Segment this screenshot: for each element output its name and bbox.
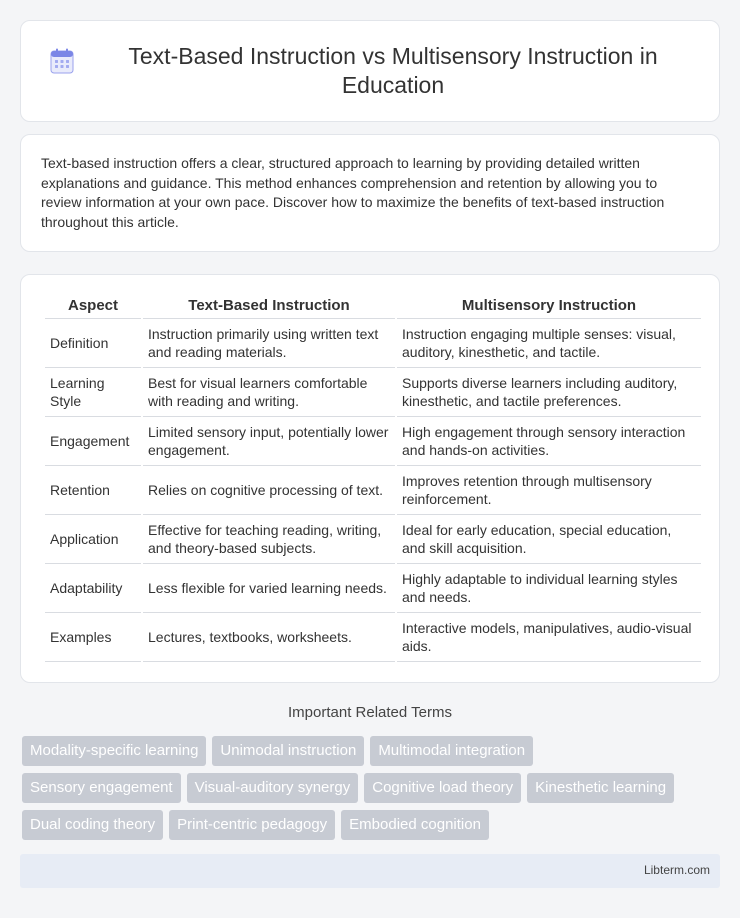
header-card xyxy=(20,20,720,122)
chip-row xyxy=(22,736,722,766)
table-header-row xyxy=(45,293,701,319)
table-row xyxy=(45,613,701,662)
comparison-table-card xyxy=(20,274,720,683)
related-terms xyxy=(22,736,722,847)
table-row xyxy=(45,466,701,515)
aspect-cell: Application xyxy=(45,515,141,564)
table-row xyxy=(45,515,701,564)
text-based-cell: Limited sensory input, potentially lower engagement. xyxy=(143,417,395,466)
page-title: Text-Based Instruction vs Multisensory Instruction in Education xyxy=(128,43,658,98)
comparison-table xyxy=(43,293,703,662)
multisensory-cell: Interactive models, manipulatives, audio-visual aids. xyxy=(397,613,701,662)
table-row xyxy=(45,417,701,466)
term-chip[interactable]: Cognitive load theory xyxy=(364,773,521,803)
term-chip[interactable]: Kinesthetic learning xyxy=(527,773,674,803)
text-based-cell: Less flexible for varied learning needs. xyxy=(143,564,395,613)
text-based-cell: Relies on cognitive processing of text. xyxy=(143,466,395,515)
term-chip[interactable]: Embodied cognition xyxy=(341,810,489,840)
aspect-cell: Engagement xyxy=(45,417,141,466)
multisensory-cell: High engagement through sensory interaction and hands-on activities. xyxy=(397,417,701,466)
site-link[interactable]: Libterm.com xyxy=(643,863,710,877)
aspect-cell: Examples xyxy=(45,613,141,662)
text-based-cell: Instruction primarily using written text and reading materials. xyxy=(143,319,395,368)
term-chip[interactable]: Multimodal integration xyxy=(370,736,533,766)
footer xyxy=(20,854,720,888)
chip-row xyxy=(22,810,722,840)
term-chip[interactable]: Dual coding theory xyxy=(22,810,163,840)
term-chip[interactable]: Unimodal instruction xyxy=(212,736,364,766)
multisensory-cell: Instruction engaging multiple senses: visual, auditory, kinesthetic, and tactile. xyxy=(397,319,701,368)
calendar-icon xyxy=(50,48,74,74)
multisensory-cell: Supports diverse learners including auditory, kinesthetic, and tactile preferences. xyxy=(397,368,701,417)
table-row xyxy=(45,319,701,368)
aspect-cell: Adaptability xyxy=(45,564,141,613)
term-chip[interactable]: Print-centric pedagogy xyxy=(169,810,335,840)
header-text-based: Text-Based Instruction xyxy=(143,293,395,319)
text-based-cell: Lectures, textbooks, worksheets. xyxy=(143,613,395,662)
header-multisensory: Multisensory Instruction xyxy=(397,293,701,319)
multisensory-cell: Highly adaptable to individual learning styles and needs. xyxy=(397,564,701,613)
term-chip[interactable]: Sensory engagement xyxy=(22,773,181,803)
intro-card xyxy=(20,134,720,252)
text-based-cell: Best for visual learners comfortable with reading and writing. xyxy=(143,368,395,417)
table-row xyxy=(45,368,701,417)
text-based-cell: Effective for teaching reading, writing, and theory-based subjects. xyxy=(143,515,395,564)
multisensory-cell: Ideal for early education, special education, and skill acquisition. xyxy=(397,515,701,564)
aspect-cell: Learning Style xyxy=(45,368,141,417)
term-chip[interactable]: Visual-auditory synergy xyxy=(187,773,359,803)
header xyxy=(50,42,690,100)
table-row xyxy=(45,564,701,613)
aspect-cell: Retention xyxy=(45,466,141,515)
header-aspect: Aspect xyxy=(45,293,141,319)
multisensory-cell: Improves retention through multisensory reinforcement. xyxy=(397,466,701,515)
chip-row xyxy=(22,773,722,803)
related-terms-title: Important Related Terms xyxy=(288,704,452,721)
aspect-cell: Definition xyxy=(45,319,141,368)
term-chip[interactable]: Modality-specific learning xyxy=(22,736,206,766)
intro-text: Text-based instruction offers a clear, structured approach to learning by providing detailed written explanations and guidance. This method enhances comprehension and retention by allowing you to review information at your own pace. Discover how to maximize the benefits of text-based instruction throughout this article. xyxy=(41,155,665,230)
